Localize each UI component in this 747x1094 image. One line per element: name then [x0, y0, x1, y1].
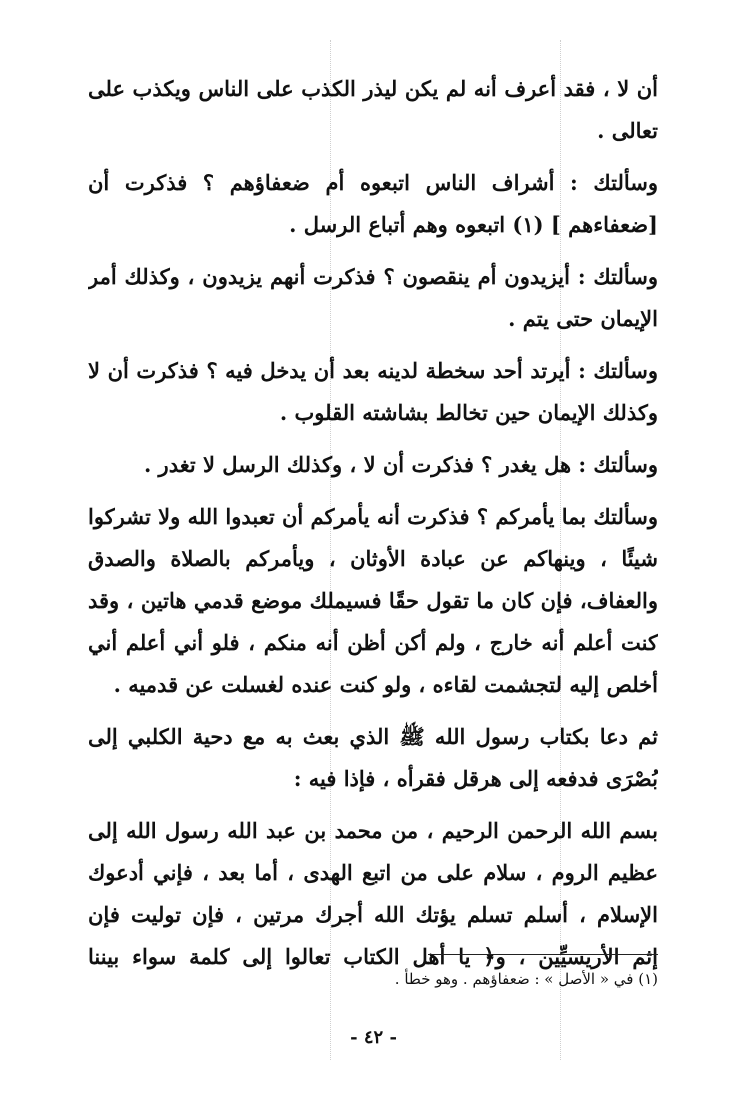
text-line: أن لا ، فقد أعرف أنه لم يكن ليذر الكذب على الناس ويكذب على — [88, 76, 658, 101]
paragraph — [88, 256, 658, 340]
paragraph — [88, 444, 658, 486]
main-text — [88, 68, 658, 988]
text-line: [ضعفاءهم ] (١) اتبعوه وهم أتباع الرسل . — [289, 212, 658, 237]
text-line: الإسلام ، أسلم تسلم يؤتك الله أجرك مرتين ، فإن توليت فإن — [88, 902, 658, 927]
text-line: بُصْرَى فدفعه إلى هرقل فقرأه ، فإذا فيه : — [293, 766, 658, 791]
text-line: الإيمان حتى يتم . — [508, 306, 658, 331]
paragraph — [88, 350, 658, 434]
text-line: ثم دعا بكتاب رسول الله ﷺ الذي بعث به مع دحية الكلبي إلى — [88, 724, 658, 749]
text-line: شيئًا ، وينهاكم عن عبادة الأوثان ، ويأمركم بالصلاة والصدق — [88, 546, 658, 571]
text-line: تعالى . — [597, 118, 658, 143]
page-number: - ٤٢ - — [350, 1027, 397, 1048]
text-line: وسألتك : هل يغدر ؟ فذكرت أن لا ، وكذلك الرسل لا تغدر . — [143, 452, 658, 477]
text-line: وسألتك : أيزيدون أم ينقصون ؟ فذكرت أنهم يزيدون ، وكذلك أمر — [88, 264, 658, 289]
text-line: وسألتك : أيرتد أحد سخطة لدينه بعد أن يدخل فيه ؟ فذكرت أن لا — [88, 358, 658, 383]
text-line: وكذلك الإيمان حين تخالط بشاشته القلوب . — [279, 400, 658, 425]
text-line: بسم الله الرحمن الرحيم ، من محمد بن عبد الله رسول الله إلى — [88, 818, 658, 843]
text-line: إثم الأريسيِّين ، و﴿ يا أهل الكتاب تعالوا إلى كلمة سواء بيننا — [88, 944, 658, 969]
text-line: والعفاف، فإن كان ما تقول حقًا فسيملك موضع قدمي هاتين ، وقد — [88, 588, 658, 613]
paragraph — [88, 810, 658, 978]
text-line: أخلص إليه لتجشمت لقاءه ، ولو كنت عنده لغسلت عن قدميه . — [113, 672, 658, 697]
text-line: وسألتك بما يأمركم ؟ فذكرت أنه يأمركم أن تعبدوا الله ولا تشركوا — [88, 504, 658, 529]
paragraph — [88, 716, 658, 800]
paragraph — [88, 68, 658, 152]
text-line: كنت أعلم أنه خارج ، ولم أكن أظن أنه منكم ، فلو أني أعلم أني — [88, 630, 658, 655]
text-line: عظيم الروم ، سلام على من اتبع الهدى ، أما بعد ، فإني أدعوك — [88, 860, 658, 885]
paragraph — [88, 162, 658, 246]
paragraph — [88, 496, 658, 706]
text-line: وسألتك : أشراف الناس اتبعوه أم ضعفاؤهم ؟ فذكرت أن — [88, 170, 658, 195]
footnote: (١) في « الأصل » : ضعفاؤهم . وهو خطأ . — [394, 970, 658, 988]
footnote-separator — [428, 954, 658, 955]
